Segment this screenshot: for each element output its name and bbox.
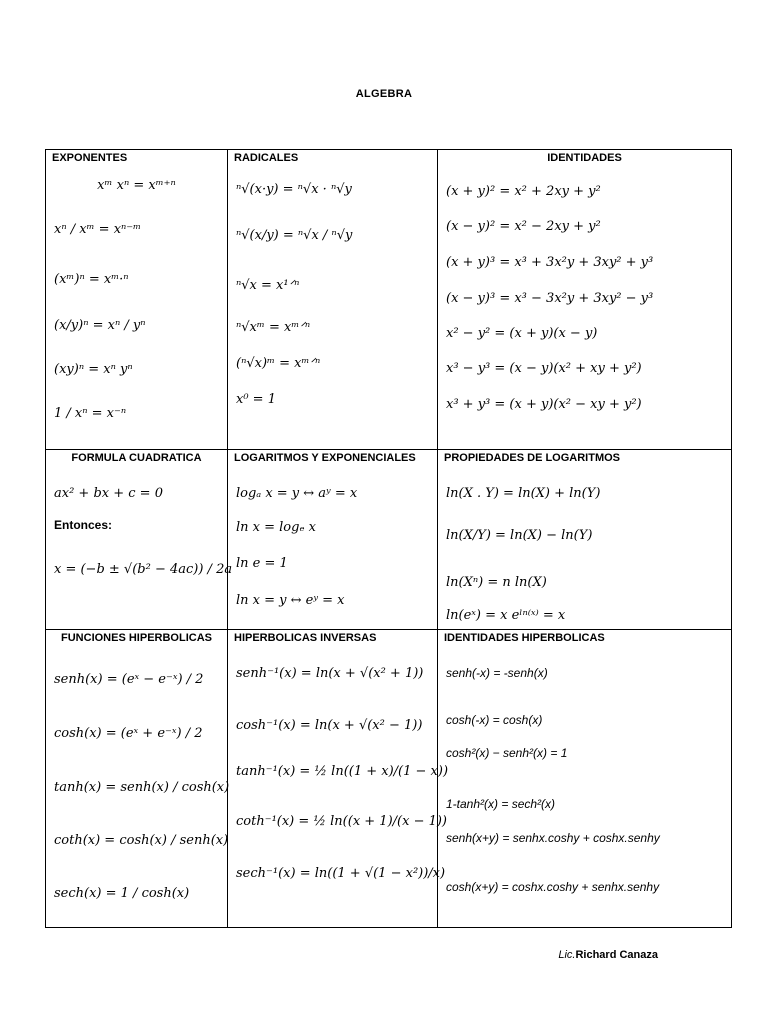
formula: senh⁻¹(x) = ln(x + √(x² + 1)) <box>236 665 424 681</box>
formula: (x − y)² = x² − 2xy + y² <box>446 219 601 234</box>
section-header: PROPIEDADES DE LOGARITMOS <box>444 452 621 465</box>
section-header: IDENTIDADES <box>547 152 622 164</box>
formula: (x + y)³ = x³ + 3x²y + 3xy² + y³ <box>446 255 654 270</box>
formula: coth(x) = cosh(x) / senh(x) <box>54 832 229 848</box>
formula: tanh(x) = senh(x) / cosh(x) <box>54 779 230 795</box>
formula: x² − y² = (x + y)(x − y) <box>446 326 598 341</box>
formula: ⁿ√(x·y) = ⁿ√x · ⁿ√y <box>236 182 352 197</box>
formula: cosh(x+y) = coshx.coshy + senhx.senhy <box>446 879 660 894</box>
formula: ln(Xⁿ) = n ln(X) <box>446 575 547 591</box>
formula: ln x = y ↔ eʸ = x <box>236 593 345 609</box>
formula: x⁰ = 1 <box>236 392 276 407</box>
formula: cosh(-x) = cosh(x) <box>446 712 543 727</box>
formula: logₐ x = y ↔ aʸ = x <box>236 486 358 502</box>
formula: xⁿ / xᵐ = xⁿ⁻ᵐ <box>54 222 142 237</box>
section-header: HIPERBOLICAS INVERSAS <box>234 631 377 644</box>
formula: coth⁻¹(x) = ½ ln((x + 1)/(x − 1)) <box>236 813 448 829</box>
formula: ⁿ√xᵐ = xᵐᐟⁿ <box>236 320 311 335</box>
section-header: LOGARITMOS Y EXPONENCIALES <box>234 452 416 465</box>
formula: (xy)ⁿ = xⁿ yⁿ <box>54 362 133 377</box>
cell-logaritmos-exponenciales <box>228 450 438 629</box>
cell-identidades-hiperbolicas <box>438 629 732 927</box>
formula: ln(X . Y) = ln(X) + ln(Y) <box>446 486 601 502</box>
formula: sech(x) = 1 / cosh(x) <box>54 885 190 901</box>
formula: senh(x) = (eˣ − e⁻ˣ) / 2 <box>54 671 204 687</box>
page-title: ALGEBRA <box>355 88 413 100</box>
formula-table <box>45 149 732 928</box>
section-header: IDENTIDADES HIPERBOLICAS <box>444 631 605 644</box>
formula-note: Entonces: <box>54 518 113 533</box>
formula: xᵐ xⁿ = xᵐ⁺ⁿ <box>97 178 176 193</box>
cell-identidades <box>438 150 732 450</box>
section-header: FORMULA CUADRATICA <box>71 452 202 465</box>
formula: ln x = logₑ x <box>236 520 316 536</box>
cell-funciones-hiperbolicas <box>46 629 228 927</box>
author-name: Richard Canaza <box>575 949 658 961</box>
formula: x³ − y³ = (x − y)(x² + xy + y²) <box>446 361 642 376</box>
cell-propiedades-logaritmos <box>438 450 732 629</box>
section-header: EXPONENTES <box>52 152 128 164</box>
formula: cosh⁻¹(x) = ln(x + √(x² − 1)) <box>236 717 423 733</box>
formula: x = (−b ± √(b² − 4ac)) / 2a <box>54 562 233 578</box>
formula: x³ + y³ = (x + y)(x² − xy + y²) <box>446 397 642 412</box>
formula: ax² + bx + c = 0 <box>54 486 163 502</box>
formula: ⁿ√(x/y) = ⁿ√x / ⁿ√y <box>236 228 353 243</box>
section-header: RADICALES <box>234 152 299 164</box>
formula: cosh(x) = (eˣ + e⁻ˣ) / 2 <box>54 725 203 741</box>
formula: (x/y)ⁿ = xⁿ / yⁿ <box>54 318 146 333</box>
formula: ln(X/Y) = ln(X) − ln(Y) <box>446 528 593 544</box>
cell-radicales <box>228 150 438 450</box>
formula: ln(eˣ) = x eˡⁿ⁽ˣ⁾ = x <box>446 608 566 624</box>
formula: (x + y)² = x² + 2xy + y² <box>446 184 601 199</box>
cell-exponentes <box>46 150 228 450</box>
author-signature <box>558 949 658 961</box>
formula: (ⁿ√x)ᵐ = xᵐᐟⁿ <box>236 356 321 371</box>
formula: (xᵐ)ⁿ = xᵐ·ⁿ <box>54 272 129 287</box>
formula: senh(x+y) = senhx.coshy + coshx.senhy <box>446 830 660 845</box>
formula: sech⁻¹(x) = ln((1 + √(1 − x²))/x) <box>236 865 446 881</box>
formula: (x − y)³ = x³ − 3x²y + 3xy² − y³ <box>446 291 654 306</box>
cell-hiperbolicas-inversas <box>228 629 449 927</box>
section-header: FUNCIONES HIPERBOLICAS <box>61 631 212 644</box>
formula: ⁿ√x = x¹ᐟⁿ <box>236 278 300 293</box>
formula: 1 / xⁿ = x⁻ⁿ <box>54 406 127 421</box>
formula: 1-tanh²(x) = sech²(x) <box>446 796 556 811</box>
formula: tanh⁻¹(x) = ½ ln((1 + x)/(1 − x)) <box>236 763 449 779</box>
formula: cosh²(x) − senh²(x) = 1 <box>446 745 568 760</box>
formula: senh(-x) = -senh(x) <box>446 665 548 680</box>
formula: ln e = 1 <box>236 556 288 572</box>
author-title: Lic. <box>558 949 576 961</box>
cell-formula-cuadratica <box>46 450 233 629</box>
